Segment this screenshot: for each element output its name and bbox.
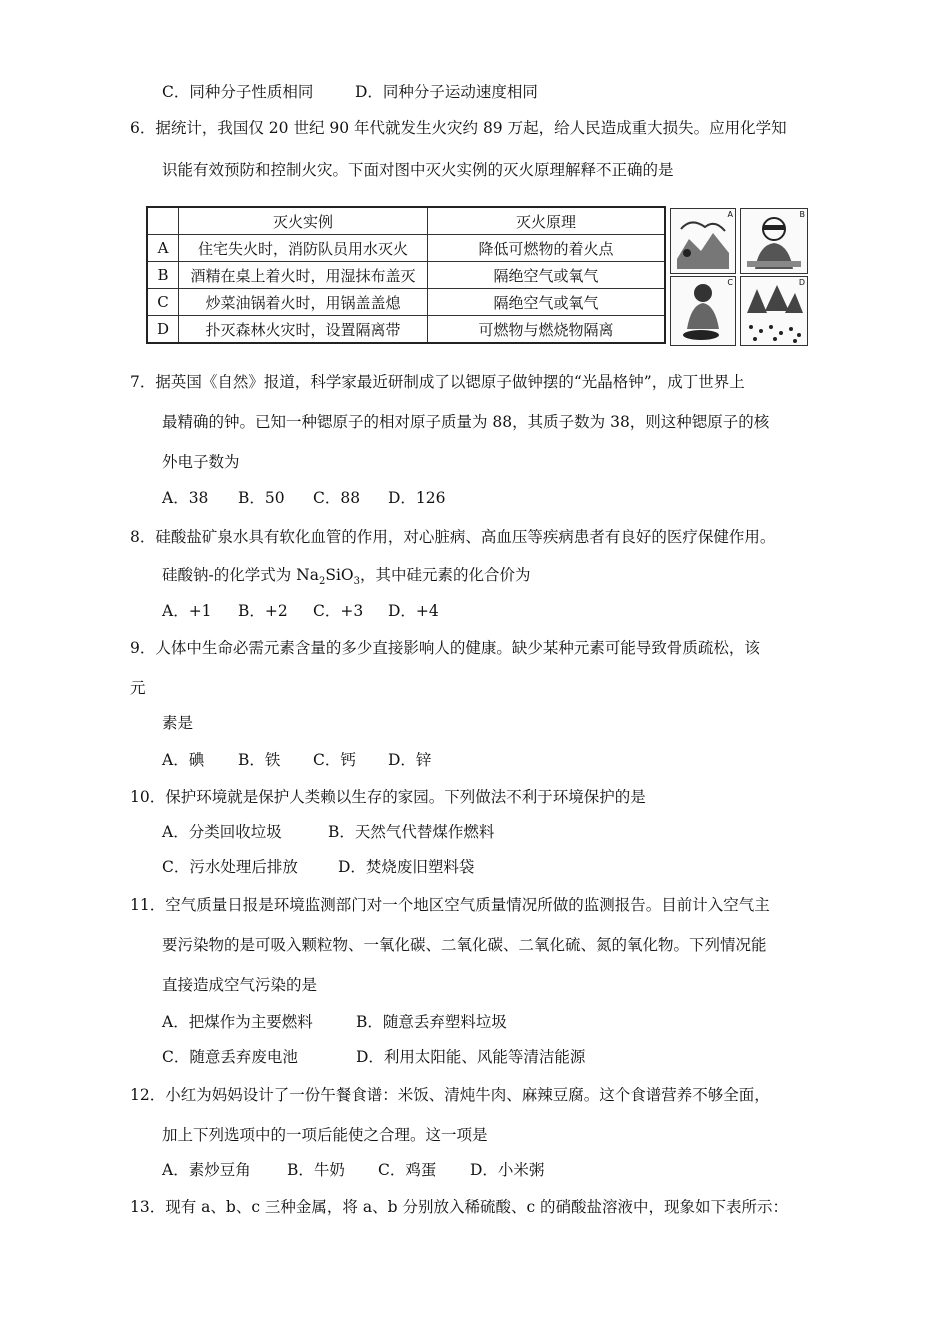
q5-option-d: D．同种分子运动速度相同	[355, 83, 538, 101]
q12-stem-line1: 12．小红为妈妈设计了一份午餐食谱：米饭、清炖牛肉、麻辣豆腐。这个食谱营养不够全面，	[130, 1086, 770, 1104]
q10-option-b: B．天然气代替煤作燃料	[328, 823, 495, 841]
table-row	[147, 235, 665, 262]
row-example: 扑灭森林火灾时，设置隔离带	[179, 316, 428, 344]
table-header-example: 灭火实例	[179, 207, 428, 235]
q11-option-d: D．利用太阳能、风能等清洁能源	[356, 1048, 586, 1066]
illustration-pot-lid: C	[670, 276, 736, 346]
q8-option-b: B．+2	[238, 602, 288, 620]
q8-subscript-2: 2	[318, 576, 326, 588]
fire-principles-table	[146, 206, 666, 344]
q9-stem-line2: 元	[130, 679, 146, 697]
row-principle: 隔绝空气或氧气	[428, 262, 666, 289]
illustration-forest: D	[740, 276, 808, 346]
q10-option-a: A．分类回收垃圾	[162, 823, 282, 841]
q6-stem-line2: 识能有效预防和控制火灾。下面对图中灭火实例的灭火原理解释不正确的是	[162, 161, 674, 179]
q12-option-c: C．鸡蛋	[378, 1161, 437, 1179]
q12-option-b: B．牛奶	[287, 1161, 345, 1179]
table-header-blank	[147, 207, 179, 235]
table-row	[147, 289, 665, 316]
q11-option-b: B．随意丢弃塑料垃圾	[356, 1013, 507, 1031]
q12-option-a: A．素炒豆角	[162, 1161, 251, 1179]
q10-option-c: C．污水处理后排放	[162, 858, 298, 876]
q8-text-post: ，其中硅元素的化合价为	[360, 566, 531, 584]
q8-text-mid: SiO	[325, 566, 354, 584]
q7-option-b: B．50	[238, 489, 285, 507]
q10-option-d: D．焚烧废旧塑料袋	[338, 858, 475, 876]
row-key: D	[147, 316, 179, 344]
q8-option-a: A．+1	[162, 602, 212, 620]
table-header-row	[147, 207, 665, 235]
q8-text-pre: 硅酸钠-的化学式为 Na	[162, 566, 319, 584]
q8-stem-line2	[162, 565, 531, 592]
q6-stem-line1: 6．据统计，我国仅 20 世纪 90 年代就发生火灾约 89 万起，给人民造成重大损失。应用化学知	[130, 119, 787, 137]
q8-option-c: C．+3	[313, 602, 364, 620]
row-key: B	[147, 262, 179, 289]
q8-option-d: D．+4	[388, 602, 439, 620]
illustration-cloth: B	[740, 208, 808, 274]
row-key: A	[147, 235, 179, 262]
q7-stem-line1: 7．据英国《自然》报道，科学家最近研制成了以锶原子做钟摆的“光晶格钟”，成丁世界上	[130, 373, 745, 391]
q8-subscript-3: 3	[353, 576, 361, 588]
row-example: 酒精在桌上着火时，用湿抹布盖灭	[179, 262, 428, 289]
q7-stem-line2: 最精确的钟。已知一种锶原子的相对原子质量为 88，其质子数为 38，则这种锶原子的核	[162, 413, 770, 431]
q12-option-d: D．小米粥	[470, 1161, 545, 1179]
q12-stem-line2: 加上下列选项中的一项后能使之合理。这一项是	[162, 1126, 488, 1144]
q11-option-c: C．随意丢弃废电池	[162, 1048, 298, 1066]
q10-stem-line1: 10．保护环境就是保护人类赖以生存的家园。下列做法不利于环境保护的是	[130, 788, 646, 806]
q7-option-d: D．126	[388, 489, 446, 507]
q9-stem-line1: 9．人体中生命必需元素含量的多少直接影响人的健康。缺少某种元素可能导致骨质疏松，该	[130, 639, 760, 657]
row-principle: 降低可燃物的着火点	[428, 235, 666, 262]
row-example: 炒菜油锅着火时，用锅盖盖熄	[179, 289, 428, 316]
q8-stem-line1: 8．硅酸盐矿泉水具有软化血管的作用，对心脏病、高血压等疾病患者有良好的医疗保健作用。	[130, 528, 776, 546]
q9-option-a: A．碘	[162, 751, 205, 769]
q7-option-a: A．38	[162, 489, 209, 507]
q5-option-c: C．同种分子性质相同	[162, 83, 314, 101]
table-row	[147, 316, 665, 344]
q11-stem-line1: 11．空气质量日报是环境监测部门对一个地区空气质量情况所做的监测报告。目前计入空气主	[130, 896, 770, 914]
row-principle: 可燃物与燃烧物隔离	[428, 316, 666, 344]
row-principle: 隔绝空气或氧气	[428, 289, 666, 316]
q7-stem-line3: 外电子数为	[162, 453, 240, 471]
q9-option-d: D．锌	[388, 751, 432, 769]
q9-option-b: B．铁	[238, 751, 281, 769]
q7-option-c: C．88	[313, 489, 361, 507]
q13-stem-line1: 13．现有 a、b、c 三种金属，将 a、b 分别放入稀硫酸、c 的硝酸盐溶液中，现象如下表所示：	[130, 1198, 789, 1216]
q11-stem-line2: 要污染物的是可吸入颗粒物、一氧化碳、二氧化碳、二氧化硫、氮的氧化物。下列情况能	[162, 936, 767, 954]
q11-option-a: A．把煤作为主要燃料	[162, 1013, 313, 1031]
table-row	[147, 262, 665, 289]
table-header-principle: 灭火原理	[428, 207, 666, 235]
q11-stem-line3: 直接造成空气污染的是	[162, 976, 318, 994]
q9-option-c: C．钙	[313, 751, 356, 769]
row-example: 住宅失火时，消防队员用水灭火	[179, 235, 428, 262]
illustration-firefighter: A	[670, 208, 736, 274]
fire-illustrations	[668, 206, 808, 346]
row-key: C	[147, 289, 179, 316]
q9-stem-line3: 素是	[162, 714, 194, 732]
